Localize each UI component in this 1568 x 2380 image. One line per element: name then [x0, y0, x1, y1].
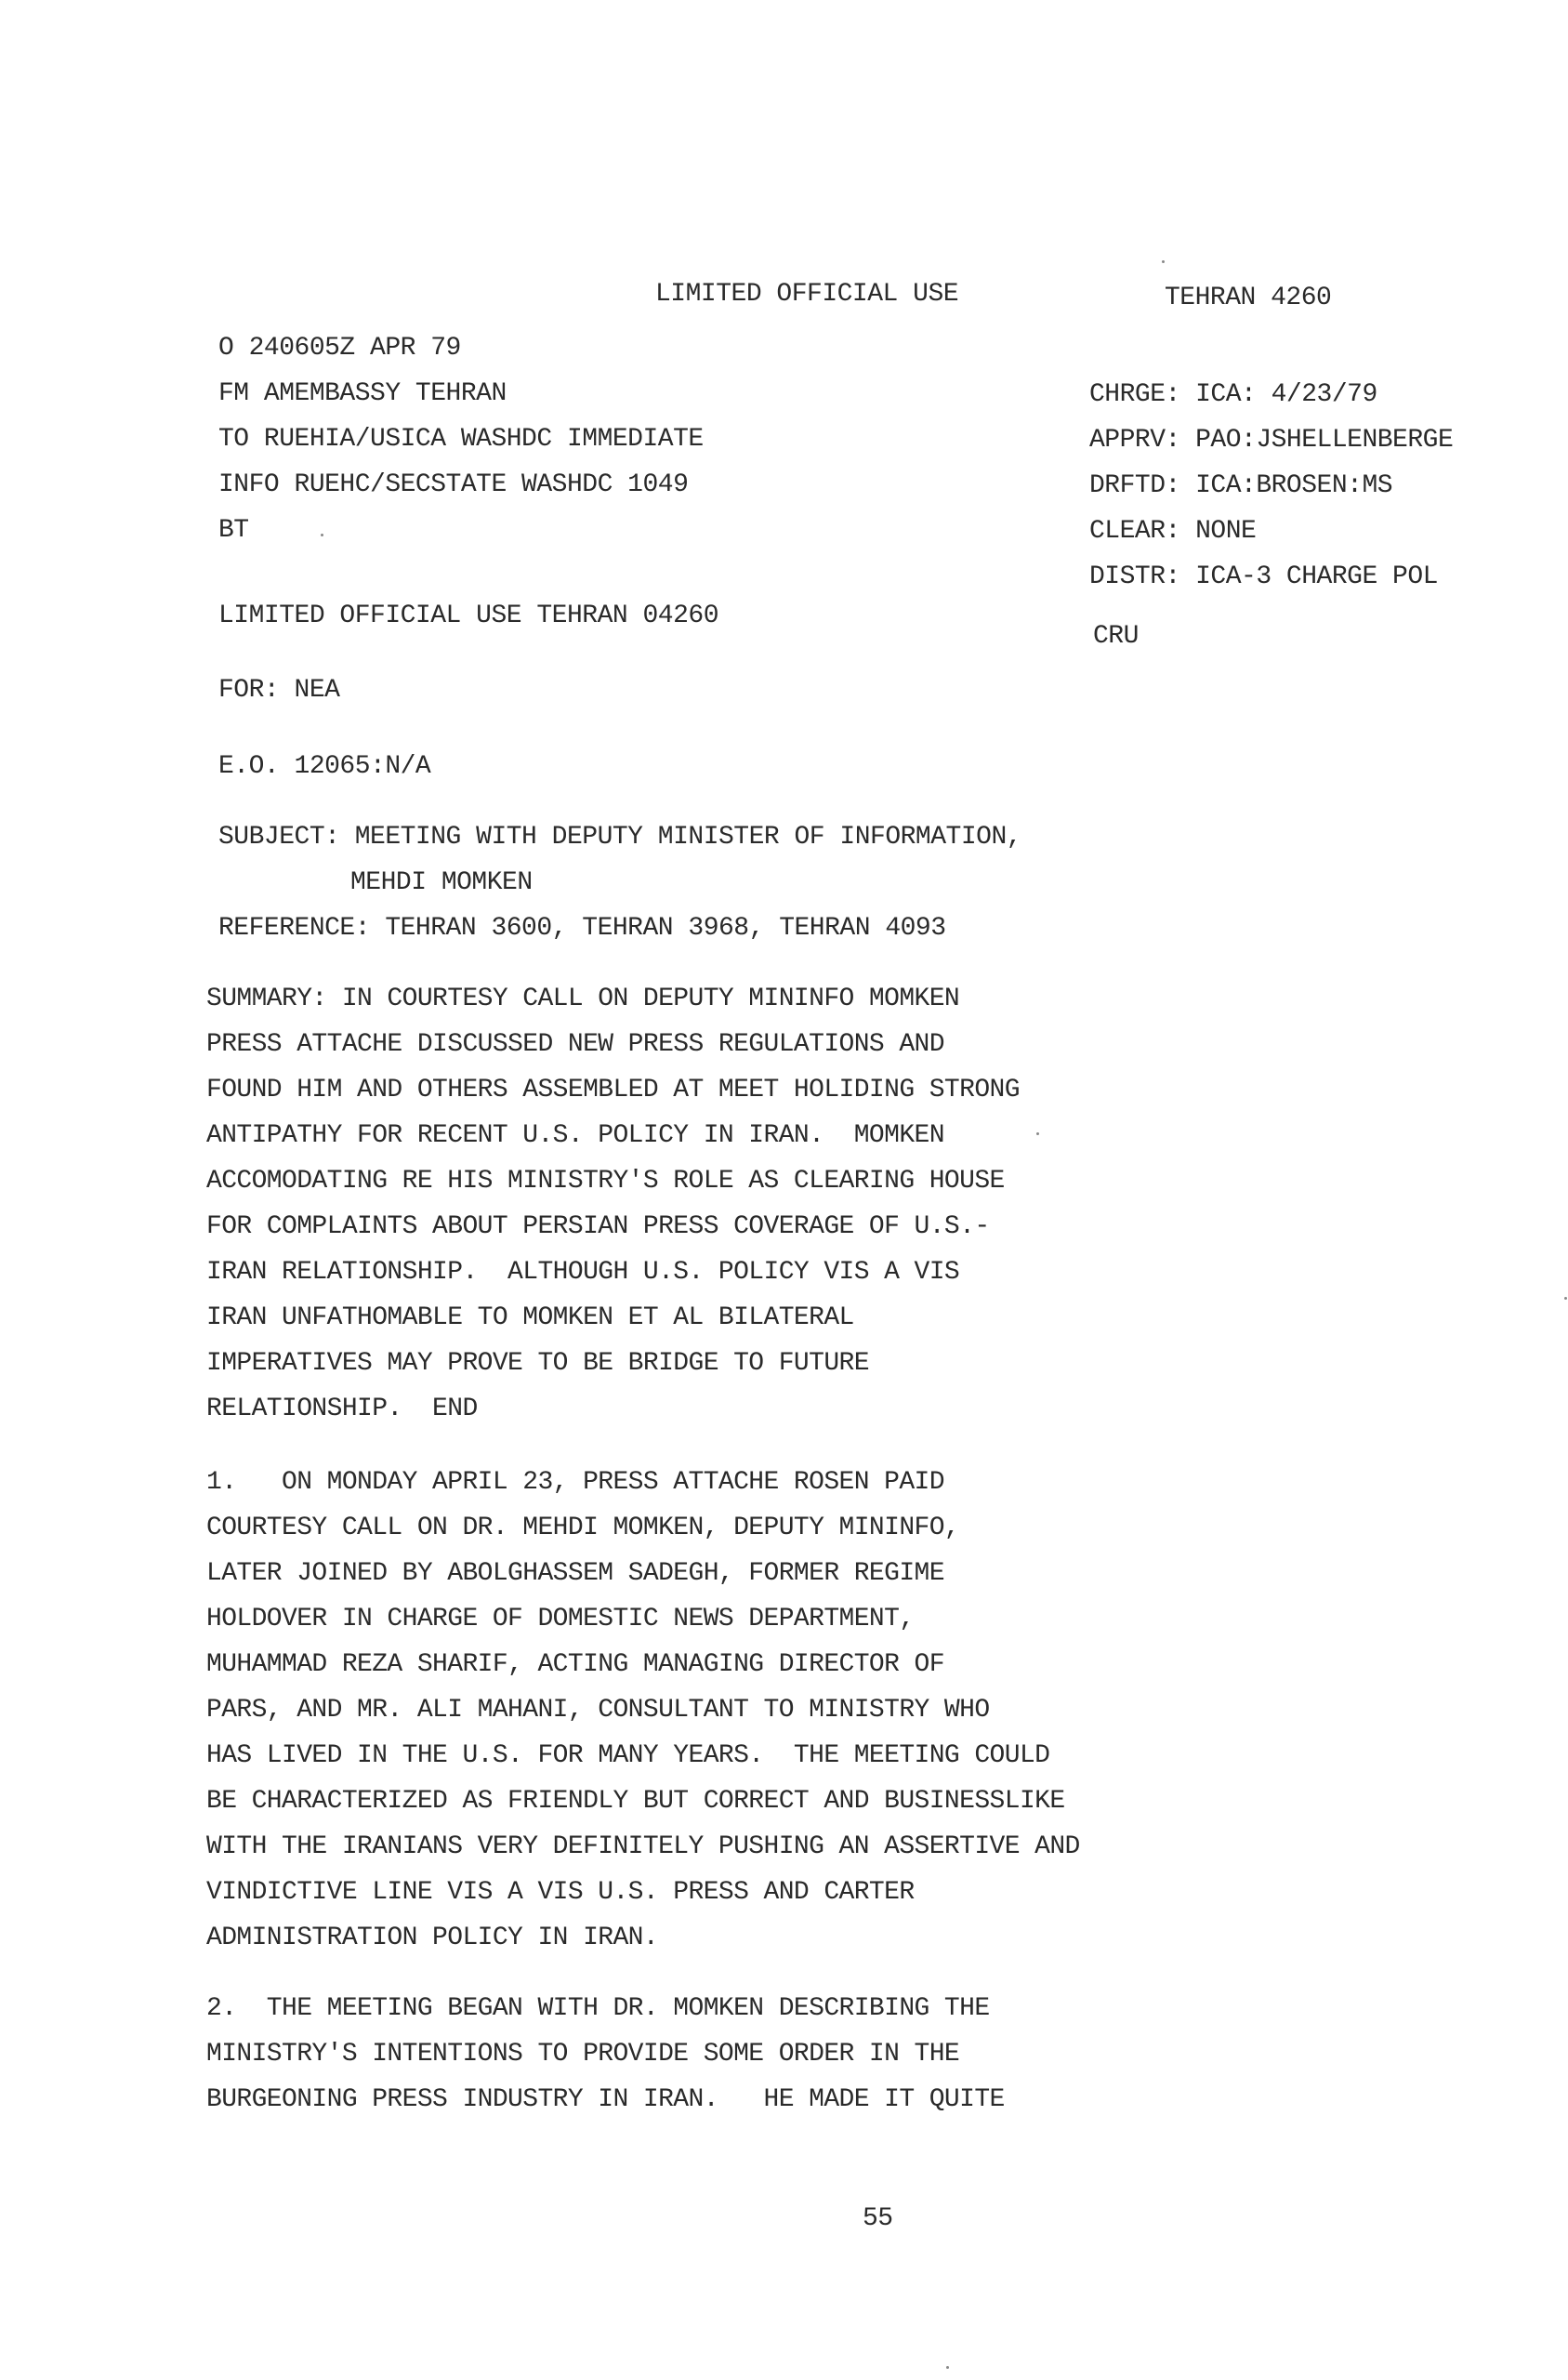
summary-line: ANTIPATHY FOR RECENT U.S. POLICY IN IRAN. MOMKEN [206, 1121, 944, 1150]
routing-line: DISTR: ICA-3 CHARGE POL [1089, 562, 1438, 591]
summary-line: IRAN UNFATHOMABLE TO MOMKEN ET AL BILATERAL [206, 1303, 854, 1332]
routing-line: CLEAR: NONE [1089, 517, 1257, 546]
paragraph-line: HOLDOVER IN CHARGE OF DOMESTIC NEWS DEPARTMENT, [206, 1605, 915, 1633]
paragraph-line: 1. ON MONDAY APRIL 23, PRESS ATTACHE ROSEN PAID [206, 1468, 944, 1497]
for-line: FOR: NEA [218, 676, 340, 705]
routing-line: APPRV: PAO:JSHELLENBERGE [1089, 426, 1454, 455]
summary-line: FOUND HIM AND OTHERS ASSEMBLED AT MEET HOLIDING STRONG [206, 1076, 1020, 1104]
paragraph-line: 2. THE MEETING BEGAN WITH DR. MOMKEN DESCRIBING THE [206, 1994, 990, 2023]
summary-line: ACCOMODATING RE HIS MINISTRY'S ROLE AS CLEARING HOUSE [206, 1167, 1005, 1196]
subject-line-continued: MEHDI MOMKEN [350, 868, 533, 897]
summary-line: RELATIONSHIP. END [206, 1395, 478, 1423]
routing-block [1089, 372, 1453, 600]
subject-line: SUBJECT: MEETING WITH DEPUTY MINISTER OF INFORMATION, [218, 823, 1022, 852]
header-line: INFO RUEHC/SECSTATE WASHDC 1049 [218, 470, 689, 499]
paragraph-line: MINISTRY'S INTENTIONS TO PROVIDE SOME ORDER IN THE [206, 2040, 960, 2069]
cru-marking: CRU [1093, 622, 1139, 651]
summary-line: IMPERATIVES MAY PROVE TO BE BRIDGE TO FUTURE [206, 1349, 869, 1378]
paragraph-line: VINDICTIVE LINE VIS A VIS U.S. PRESS AND CARTER [206, 1878, 915, 1907]
reference-line: REFERENCE: TEHRAN 3600, TEHRAN 3968, TEHRAN 4093 [218, 914, 946, 943]
paragraph-line: COURTESY CALL ON DR. MEHDI MOMKEN, DEPUTY MININFO, [206, 1514, 960, 1542]
paragraph-2 [206, 1986, 1136, 2122]
paragraph-line: HAS LIVED IN THE U.S. FOR MANY YEARS. THE MEETING COULD [206, 1741, 1050, 1770]
summary-line: IRAN RELATIONSHIP. ALTHOUGH U.S. POLICY VIS A VIS [206, 1258, 960, 1287]
classification-marking: LIMITED OFFICIAL USE [655, 280, 959, 309]
header-line: O 240605Z APR 79 [218, 334, 461, 363]
eo-line: E.O. 12065:N/A [218, 752, 431, 781]
paragraph-line: PARS, AND MR. ALI MAHANI, CONSULTANT TO MINISTRY WHO [206, 1696, 990, 1725]
paragraph-line: LATER JOINED BY ABOLGHASSEM SADEGH, FORMER REGIME [206, 1559, 944, 1588]
summary-line: SUMMARY: IN COURTESY CALL ON DEPUTY MININFO MOMKEN [206, 985, 960, 1013]
header-line: FM AMEMBASSY TEHRAN [218, 379, 507, 408]
message-number: TEHRAN 4260 [1165, 284, 1332, 312]
paragraph-line: ADMINISTRATION POLICY IN IRAN. [206, 1924, 659, 1952]
paragraph-line: WITH THE IRANIANS VERY DEFINITELY PUSHING AN ASSERTIVE AND [206, 1832, 1080, 1861]
scan-speck [1036, 1132, 1039, 1135]
paragraph-1 [206, 1460, 1136, 1961]
page-number: 55 [863, 2204, 893, 2233]
scan-speck [946, 2366, 949, 2369]
routing-line: CHRGE: ICA: 4/23/79 [1089, 380, 1377, 409]
routing-line: DRFTD: ICA:BROSEN:MS [1089, 471, 1393, 500]
header-line: TO RUEHIA/USICA WASHDC IMMEDIATE [218, 425, 704, 454]
scan-speck [1564, 1297, 1567, 1300]
paragraph-line: MUHAMMAD REZA SHARIF, ACTING MANAGING DIRECTOR OF [206, 1650, 944, 1679]
message-header [218, 325, 704, 553]
scan-speck [1162, 260, 1165, 263]
limited-use-line: LIMITED OFFICIAL USE TEHRAN 04260 [218, 602, 718, 630]
summary-paragraph [206, 976, 1136, 1432]
header-line: BT [218, 516, 249, 545]
summary-line: PRESS ATTACHE DISCUSSED NEW PRESS REGULATIONS AND [206, 1030, 944, 1059]
paragraph-line: BURGEONING PRESS INDUSTRY IN IRAN. HE MADE IT QUITE [206, 2085, 1005, 2114]
summary-line: FOR COMPLAINTS ABOUT PERSIAN PRESS COVERAGE OF U.S.- [206, 1212, 990, 1241]
subject-block [218, 814, 1021, 951]
scan-speck [321, 534, 323, 536]
paragraph-line: BE CHARACTERIZED AS FRIENDLY BUT CORRECT AND BUSINESSLIKE [206, 1787, 1065, 1816]
